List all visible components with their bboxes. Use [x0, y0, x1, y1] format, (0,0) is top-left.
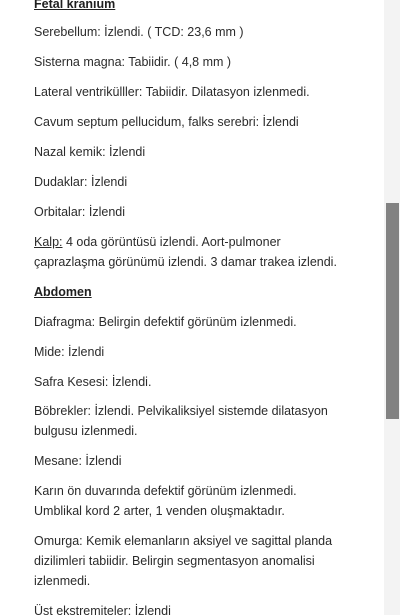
finding-omurga-line1: Omurga: Kemik elemanların aksiyel ve sagittal planda [34, 534, 333, 548]
finding-sisterna-magna: Sisterna magna: Tabiidir. ( 4,8 mm ) [34, 55, 232, 69]
finding-omurga-line2: dizilimleri tabiidir. Belirgin segmentasyon anomalisi [34, 554, 315, 568]
finding-dudaklar: Dudaklar: İzlendi [34, 175, 128, 189]
finding-lateral-ventrikuller: Lateral ventrikülller: Tabiidir. Dilatasyon izlenmedi. [34, 85, 310, 99]
finding-ust-ekstremiteler: Üst ekstremiteler: İzlendi [34, 604, 171, 615]
finding-bobrekler-line2: bulgusu izlenmedi. [34, 424, 138, 438]
finding-bobrekler-line1: Böbrekler: İzlendi. Pelvikaliksiyel sistemde dilatasyon [34, 404, 328, 418]
finding-nazal-kemik: Nazal kemik: İzlendi [34, 145, 146, 159]
finding-cavum-septum: Cavum septum pellucidum, falks serebri: İzlendi [34, 115, 299, 129]
finding-karin-line2: Umblikal kord 2 arter, 1 venden oluşmaktadır. [34, 504, 285, 518]
finding-omurga-line3: izlenmedi. [34, 574, 91, 588]
finding-diafragma: Diafragma: Belirgin defektif görünüm izlenmedi. [34, 315, 297, 329]
section-heading-abdomen: Abdomen [34, 285, 92, 299]
kalp-label: Kalp: [34, 235, 63, 249]
finding-mide: Mide: İzlendi [34, 345, 105, 359]
finding-orbitalar: Orbitalar: İzlendi [34, 205, 126, 219]
finding-serebellum: Serebellum: İzlendi. ( TCD: 23,6 mm ) [34, 25, 244, 39]
finding-kalp [34, 232, 281, 252]
scrollbar-thumb[interactable] [386, 203, 399, 419]
kalp-text-line1: 4 oda görüntüsü izlendi. Aort-pulmoner [62, 235, 281, 249]
finding-safra-kesesi: Safra Kesesi: İzlendi. [34, 375, 152, 389]
kalp-text-line2: çaprazlaşma görünümü izlendi. 3 damar trakea izlendi. [34, 255, 337, 269]
section-heading-fetal-kranium: Fetal kranium [34, 0, 116, 11]
vertical-scrollbar[interactable] [384, 0, 400, 615]
finding-karin-line1: Karın ön duvarında defektif görünüm izlenmedi. [34, 484, 297, 498]
finding-mesane: Mesane: İzlendi [34, 454, 122, 468]
